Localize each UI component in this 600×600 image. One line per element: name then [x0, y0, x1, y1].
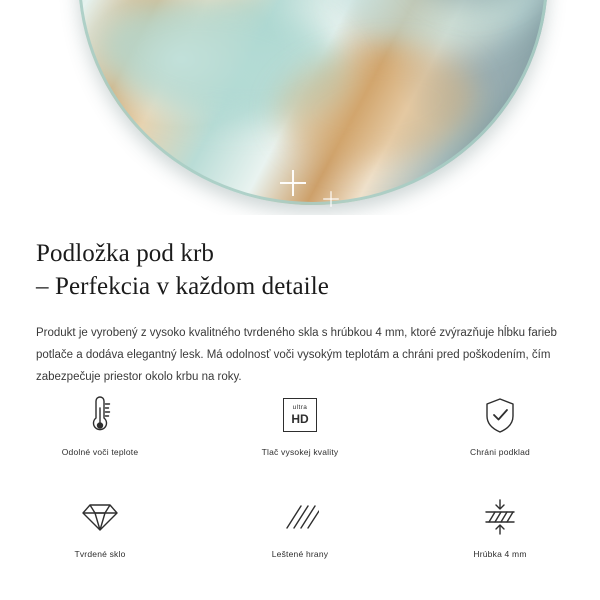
glass-pad-image: [78, 0, 548, 205]
feature-label: Leštené hrany: [271, 549, 329, 559]
feature-label: Odolné voči teplote: [61, 447, 139, 457]
thermometer-icon: [83, 393, 117, 437]
feature-item-tempered-glass: [0, 495, 200, 587]
feature-item-heat-resistance: [0, 393, 200, 485]
feature-label: Tvrdené sklo: [74, 549, 126, 559]
shield-check-icon: [482, 393, 518, 437]
feature-label: Tlač vysokej kvality: [261, 447, 339, 457]
thickness-arrows-icon: [480, 495, 520, 539]
feature-label: Chráni podklad: [470, 447, 530, 457]
page-title: [0, 215, 600, 304]
diamond-icon: [80, 495, 120, 539]
feature-item-surface-protection: [400, 393, 600, 485]
text-content: [0, 215, 600, 389]
headline-line-2: – Perfekcia v každom detaile: [36, 273, 329, 301]
hero-image: [0, 0, 600, 215]
feature-item-print-quality: [200, 393, 400, 485]
ultra-hd-icon: [283, 393, 317, 437]
ultra-hd-bottom-text: HD: [291, 411, 309, 426]
feature-item-polished-edges: [200, 495, 400, 587]
polished-edges-icon: [281, 495, 319, 539]
ultra-hd-top-text: ultra: [292, 404, 308, 412]
headline-line-1: Podložka pod krb: [36, 240, 214, 267]
feature-list: [0, 393, 600, 587]
feature-item-thickness: [400, 495, 600, 587]
feature-label: Hrúbka 4 mm: [473, 549, 527, 559]
description-paragraph: Produkt je vyrobený z vysoko kvalitného tvrdeného skla s hrúbkou 4 mm, ktoré zvýrazňuje hĺbku farieb potlače a dodáva elegantný lesk. Má odolnosť voči vysokým teplotám a chráni pred poškodením, čím zabezpečuje priestor okolo krbu na roky.: [36, 326, 557, 384]
